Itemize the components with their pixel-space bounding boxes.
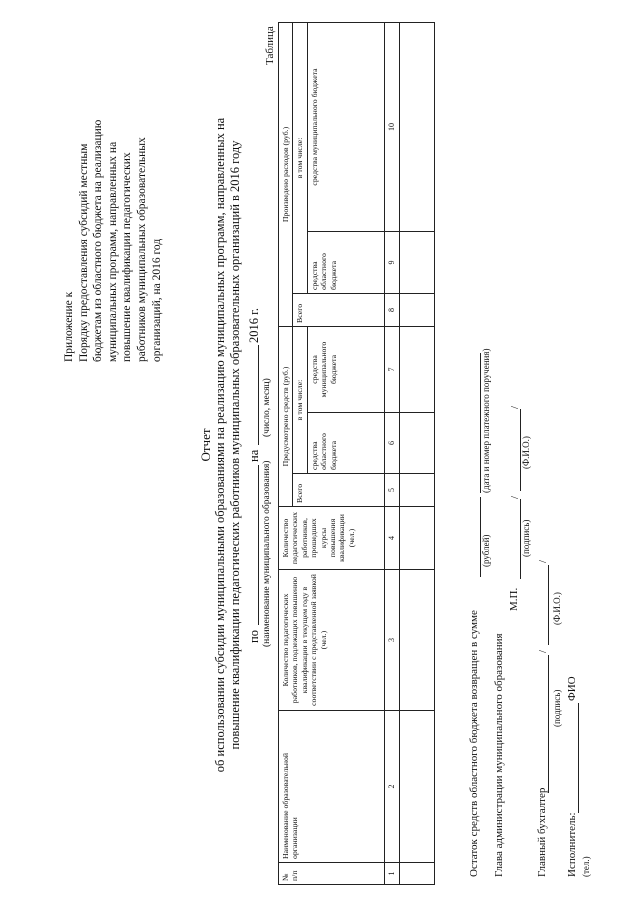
header-planned-regional: средства областного бюджета [307, 413, 384, 474]
head-fio-caption: (Ф.И.О.) [521, 436, 531, 469]
appendix-line: повышение квалификации педагогических [121, 152, 134, 362]
title-line: об использовании субсидии муниципальными образованиями на реализацию муниципальных программ, направленных на [213, 117, 227, 773]
po-label: по [247, 630, 261, 643]
table-cell[interactable] [399, 413, 434, 474]
title-word: Отчет [198, 428, 213, 462]
appendix-note [62, 42, 164, 362]
payment-caption: (дата и номер платежного поручения) [481, 348, 491, 493]
header-spent-total: Всего [293, 293, 384, 326]
date-field [258, 345, 259, 445]
header-spent-regional: средства областного бюджета [307, 231, 384, 293]
table-cell[interactable] [399, 863, 434, 885]
col-number: 5 [384, 474, 399, 507]
col-number: 8 [384, 293, 399, 326]
table-cell[interactable] [399, 711, 434, 863]
appendix-line: Порядку предоставления субсидий местным [77, 143, 90, 362]
phone-caption: (тел.) [581, 856, 591, 877]
table-caption: Таблица [264, 26, 276, 65]
header-planned: Предусмотрено средств (руб.) [279, 326, 293, 506]
header-planned-total: Всего [293, 474, 384, 507]
table-cell[interactable] [399, 570, 434, 711]
accountant-fio-caption: (Ф.И.О.) [552, 592, 562, 625]
period-captions [262, 25, 274, 865]
header-spent-incl: в том числе: [293, 22, 307, 293]
header-need: Количество педагогических работников, подлежащих повышению квалификации в текущем году в соответствии с представленной заявкой (чел.) [279, 570, 385, 711]
slash: / [537, 649, 549, 653]
table-cell[interactable] [399, 22, 434, 231]
municipality-caption: (наименование муниципального образования) [262, 460, 272, 647]
head-signature-caption: (подпись) [521, 519, 531, 557]
col-number: 4 [384, 507, 399, 570]
header-planned-incl: в том числе: [293, 326, 307, 473]
table-cell[interactable] [399, 293, 434, 326]
accountant-signature-field[interactable] [548, 655, 549, 793]
executor-fio: ФИО [566, 676, 578, 701]
executor-field[interactable] [578, 703, 579, 813]
head-label: Глава администрации муниципального образования [493, 633, 505, 877]
report-table [278, 22, 435, 885]
appendix-line: муниципальных программ, направленных на [106, 141, 119, 362]
na-label: на [247, 449, 261, 462]
col-number: 6 [384, 413, 399, 474]
header-spent-municipal: средства муниципального бюджета [307, 22, 384, 231]
table-cell[interactable] [399, 326, 434, 412]
remainder-label: Остаток средств областного бюджета возвращен в сумме [468, 610, 480, 877]
municipality-field [258, 465, 259, 625]
appendix-line: Приложение к [63, 291, 75, 362]
col-number: 9 [384, 231, 399, 293]
header-num: № п/п [279, 863, 385, 885]
period-line [247, 25, 261, 865]
report-title [198, 25, 243, 865]
year-label: 2016 г. [247, 308, 261, 343]
table-cell[interactable] [399, 474, 434, 507]
slash: / [509, 405, 521, 409]
header-planned-municipal: средства муниципального бюджета [307, 326, 384, 412]
remainder-line [468, 610, 480, 877]
date-caption: (число, месяц) [262, 378, 272, 437]
col-number: 2 [384, 711, 399, 863]
appendix-line: работников муниципальных образовательных [135, 137, 148, 362]
appendix-line: организаций, на 2016 год [150, 238, 163, 362]
slash: / [537, 559, 549, 563]
title-line: повышение квалификации педагогических работников муниципальных образовательных организаций в 2016 году [228, 140, 242, 750]
col-number: 7 [384, 326, 399, 412]
accountant-fio-field[interactable] [548, 565, 549, 645]
header-spent: Произведено расходов (руб.) [279, 22, 293, 326]
mp-label: М.П. [508, 587, 520, 611]
table-cell[interactable] [399, 231, 434, 293]
col-number: 3 [384, 570, 399, 711]
slash: / [509, 495, 521, 499]
appendix-line: бюджетам из областного бюджета на реализацию [92, 119, 105, 362]
accountant-signature-caption: (подпись) [552, 689, 562, 727]
col-number: 1 [384, 863, 399, 885]
accountant-label: Главный бухгалтер [536, 787, 548, 877]
column-number-row [384, 22, 399, 884]
rubles-caption: (рублей) [481, 534, 491, 567]
header-done: Количество педагогических работников, прошедших курсы повышения квалификации (чел.) [279, 507, 385, 570]
table-cell[interactable] [399, 507, 434, 570]
col-number: 10 [384, 22, 399, 231]
executor-label: Исполнитель: [566, 812, 578, 877]
header-org: Наименование образовательной организации [279, 711, 385, 863]
table-row [399, 22, 434, 884]
